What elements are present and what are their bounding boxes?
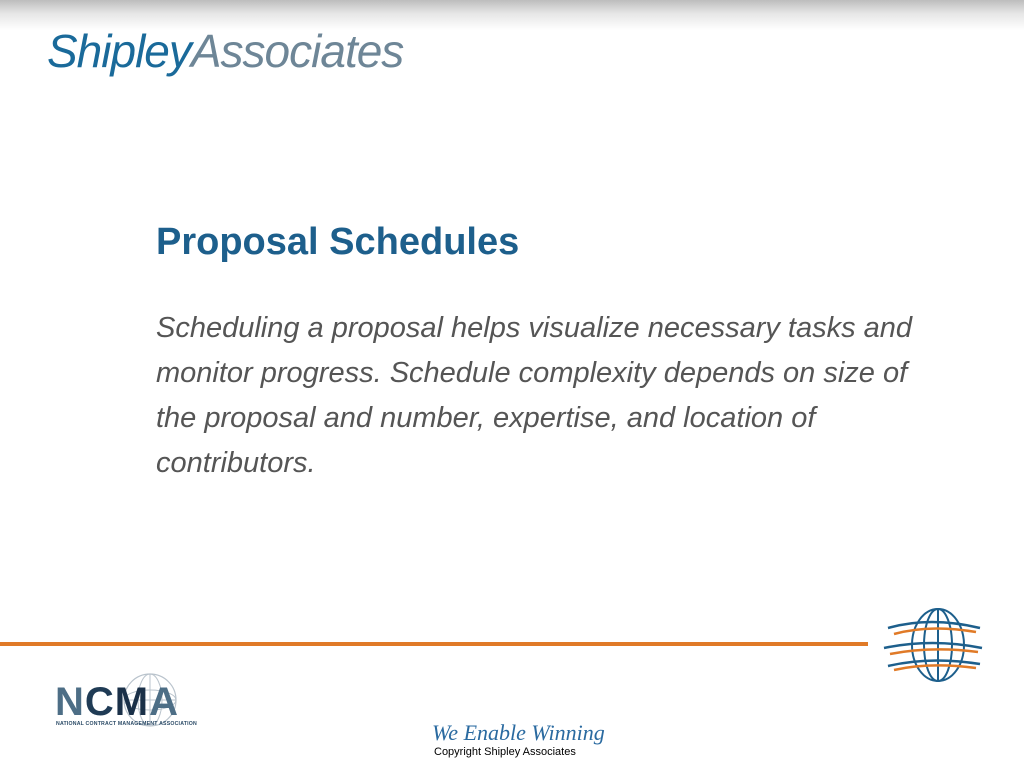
ncma-letter-a: A bbox=[149, 680, 179, 724]
brand-secondary: Associates bbox=[190, 25, 404, 77]
ncma-letter-m: M bbox=[114, 680, 150, 724]
ncma-letters bbox=[55, 682, 179, 722]
tagline: We Enable Winning bbox=[432, 720, 605, 745]
brand-primary: Shipley bbox=[47, 25, 191, 77]
ncma-subtitle: NATIONAL CONTRACT MANAGEMENT ASSOCIATION bbox=[56, 721, 197, 727]
globe-swoosh-icon bbox=[880, 606, 984, 684]
copyright-notice: Copyright Shipley Associates bbox=[434, 746, 576, 758]
shipley-associates-logo bbox=[47, 25, 404, 77]
ncma-letter-c: C bbox=[84, 680, 115, 724]
slide-title: Proposal Schedules bbox=[156, 221, 520, 263]
ncma-logo bbox=[52, 668, 206, 746]
ncma-letter-n: N bbox=[55, 680, 85, 724]
slide-body-text: Scheduling a proposal helps visualize necessary tasks and monitor progress. Schedule complexity depends on size of the proposal and number, expertise, and location of contributors. bbox=[156, 312, 913, 479]
orange-divider-rule bbox=[0, 642, 868, 646]
